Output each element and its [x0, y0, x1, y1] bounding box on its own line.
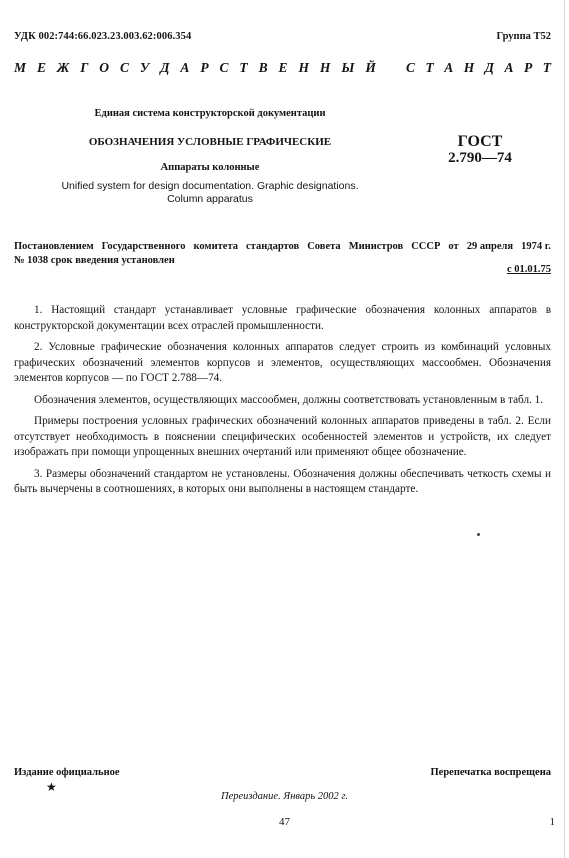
banner-letter: С [119, 60, 129, 75]
banner-letter: А [504, 60, 514, 75]
body-paragraph: Примеры построения условных графических обозначений колонных аппаратов приведены в табл. 2. Если отсутствует необходимость в пояснении специфических особенностей элементов и устройств, их следует изображать при помощи упрощенных внешних очертаний или применяют общее обозначение. [14, 415, 551, 458]
banner-letter: Д [160, 60, 170, 75]
banner-letter: А [180, 60, 190, 75]
sheet-number: 1 [549, 816, 555, 828]
resolution-word: Постановлением [14, 241, 94, 252]
interstate-standard-banner [14, 60, 551, 76]
body-text [14, 303, 551, 504]
resolution-text [14, 240, 551, 268]
banner-letter: Е [36, 60, 46, 75]
banner-letter: Ы [341, 60, 355, 75]
banner-letter: Т [542, 60, 551, 75]
banner-letter: С [219, 60, 229, 75]
banner-letter: Ж [56, 60, 70, 75]
resolution-word: от [448, 241, 459, 252]
banner-letter: М [14, 60, 27, 75]
resolution-word: Совета [307, 241, 341, 252]
document-title: ОБОЗНАЧЕНИЯ УСЛОВНЫЕ ГРАФИЧЕСКИЕ [88, 136, 332, 148]
official-edition-label: Издание официальное [14, 767, 120, 778]
resolution-word: Государственного [101, 241, 186, 252]
body-paragraph: 1. Настоящий стандарт устанавливает условные графические обозначения колонных аппаратов в конструкторской документации всех отраслей промышленности. [14, 304, 551, 332]
stray-mark [477, 533, 480, 536]
banner-letter: В [258, 60, 268, 75]
effective-date: с 01.01.75 [506, 264, 551, 275]
scan-edge-line [564, 0, 565, 858]
resolution-word: 29 апреля [466, 241, 514, 252]
banner-letter: Н [319, 60, 331, 75]
system-name: Единая система конструкторской документации [94, 108, 326, 119]
reprint-forbidden-label: Перепечатка воспрещена [430, 767, 551, 778]
body-paragraph: 2. Условные графические обозначения колонных аппаратов следует строить из комбинаций условных графических обозначений элементов корпусов и элементов, осуществляющих массообмен. Обозначения элементов корпусов — по ГОСТ 2.788—74. [14, 341, 551, 384]
banner-letter: Р [523, 60, 533, 75]
body-paragraph: 3. Размеры обозначений стандартом не установлены. Обозначения должны обеспечивать четкость схемы и быть вычерчены в соотношениях, в которых они выполнены в настоящем стандарте. [14, 467, 551, 495]
english-title-line-2: Column apparatus [167, 193, 253, 205]
banner-letter: Е [278, 60, 288, 75]
body-paragraph: Обозначения элементов, осуществляющих массообмен, должны соответствовать установленным в табл. 1. [34, 393, 544, 406]
banner-letter: Й [365, 60, 376, 75]
resolution-word: комитета [193, 241, 238, 252]
banner-letter: Т [425, 60, 434, 75]
banner-letter: Н [463, 60, 475, 75]
group-code: Группа Т52 [496, 31, 551, 42]
banner-letter: Д [484, 60, 494, 75]
gost-number: 2.790—74 [448, 150, 512, 166]
resolution-line-2: № 1038 срок введения установлен [14, 255, 175, 266]
banner-word-interstate [14, 60, 376, 76]
banner-letter: Г [80, 60, 89, 75]
banner-letter: С [406, 60, 416, 75]
resolution-line-1 [14, 240, 551, 254]
resolution-word: Министров [348, 241, 404, 252]
resolution-word: СССР [411, 241, 441, 252]
english-title-line-1: Unified system for design documentation. Graphic designations. [61, 180, 359, 192]
star-icon: ★ [46, 780, 57, 794]
document-subtitle: Аппараты колонные [160, 162, 260, 173]
udk-code: УДК 002:744:66.023.23.003.62:006.354 [14, 31, 192, 42]
banner-letter: Н [298, 60, 309, 75]
banner-letter: Р [200, 60, 209, 75]
banner-letter: А [444, 60, 454, 75]
banner-letter: О [99, 60, 110, 75]
reedition-note: Переиздание. Январь 2002 г. [221, 791, 348, 802]
page-number: 47 [279, 816, 290, 828]
resolution-word: 1974 г. [521, 241, 551, 252]
banner-word-standard [406, 60, 551, 76]
banner-letter: Т [239, 60, 248, 75]
gost-label: ГОСТ [457, 133, 503, 150]
banner-letter: У [139, 60, 150, 75]
resolution-word: стандартов [246, 241, 300, 252]
